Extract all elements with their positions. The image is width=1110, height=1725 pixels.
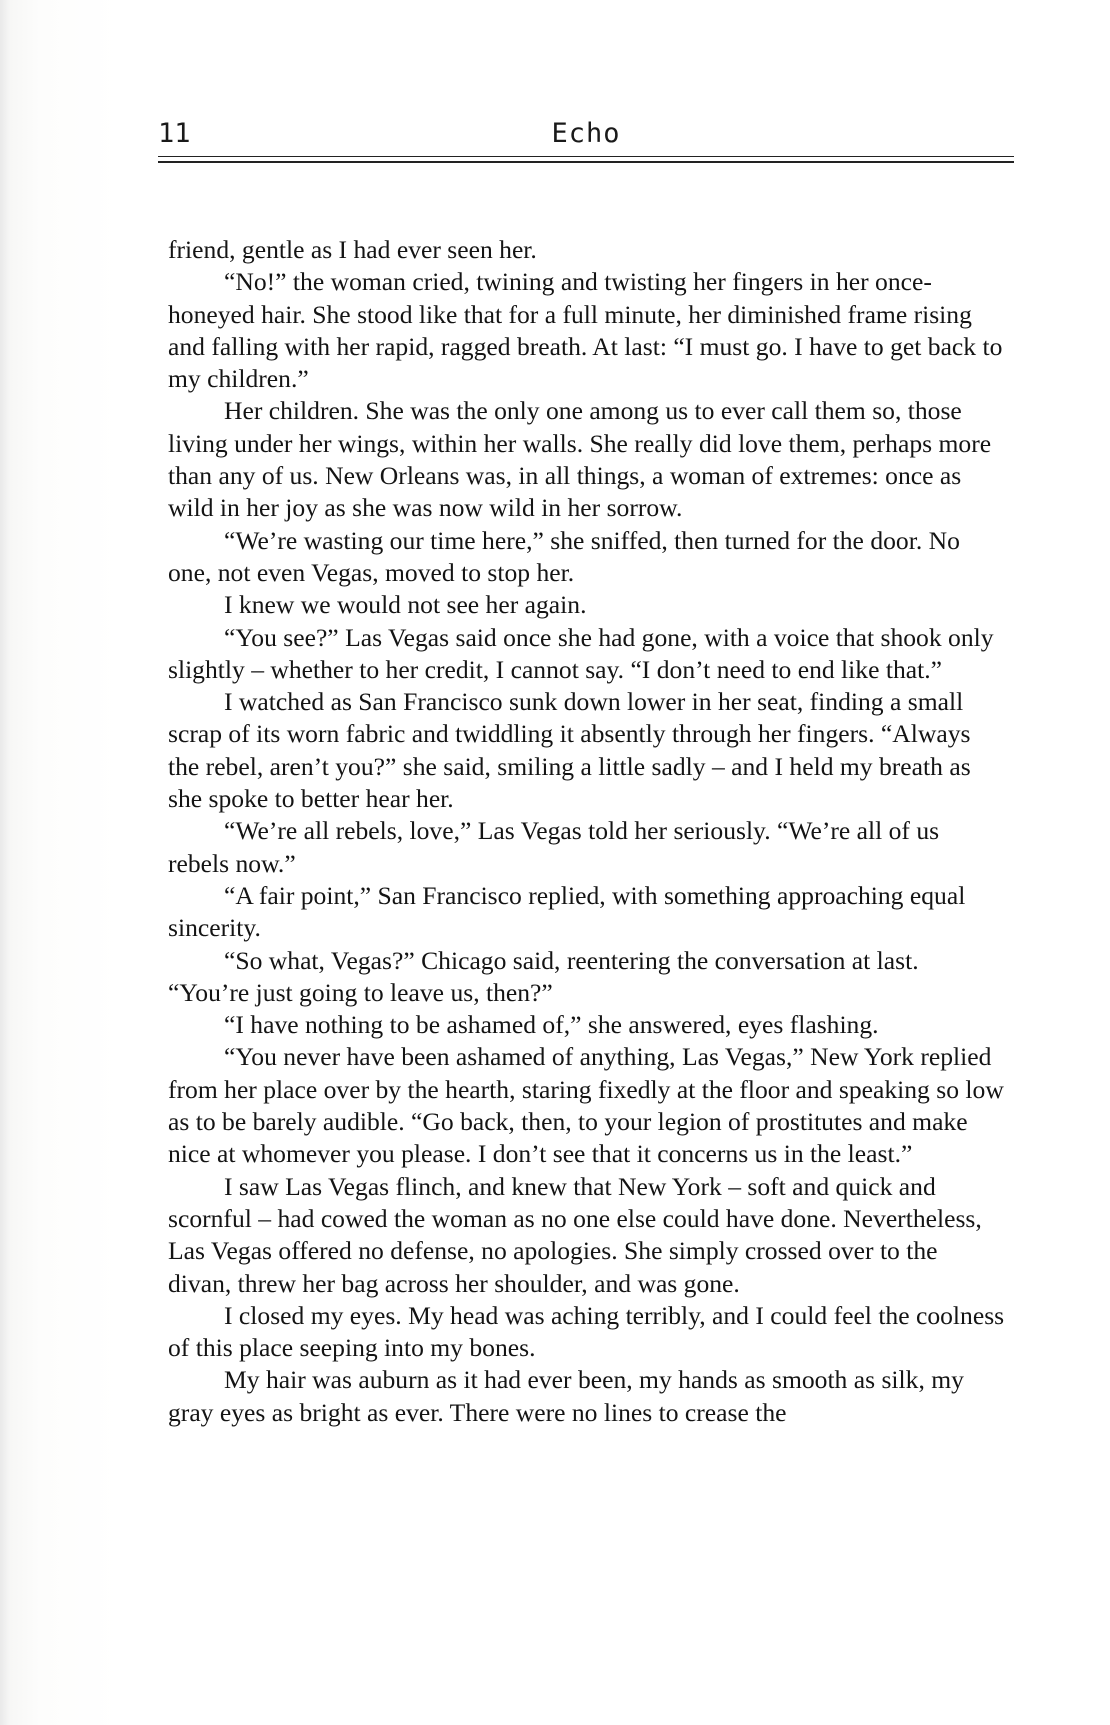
paragraph: friend, gentle as I had ever seen her.: [168, 235, 537, 264]
paragraph: “So what, Vegas?” Chicago said, reentering the conversation at last. “You’re just going to leave us, then?”: [168, 945, 919, 1007]
paragraph: “I have nothing to be ashamed of,” she answered, eyes flashing.: [224, 1010, 879, 1040]
running-title: Echo: [551, 118, 621, 149]
body-text: [168, 234, 1006, 1429]
paragraph: I watched as San Francisco sunk down lower in her seat, finding a small scrap of its worn fabric and twiddling it absently through her fingers. “Always the rebel, aren’t you?” she said, smiling a little sadly – and I held my breath as she spoke to better hear her.: [168, 687, 971, 814]
paragraph: I closed my eyes. My head was aching terribly, and I could feel the coolness of this place seeping into my bones.: [168, 1300, 1005, 1363]
paragraph: “You see?” Las Vegas said once she had gone, with a voice that shook only slightly – whether to her credit, I cannot say. “I don’t need to end like that.”: [168, 622, 994, 684]
paragraph: I knew we would not see her again.: [224, 590, 587, 620]
paragraph: “We’re wasting our time here,” she sniffed, then turned for the door. No one, not even Vegas, moved to stop her.: [168, 525, 960, 587]
paragraph: My hair was auburn as it had ever been, my hands as smooth as silk, my gray eyes as bright as ever. There were no lines to crease the: [168, 1365, 964, 1427]
paragraph: Her children. She was the only one among us to ever call them so, those living under her wings, within her walls. She really did love them, perhaps more than any of us. New Orleans was, in all things, a woman of extremes: once as wild in her joy as she was now wild in her sorrow.: [168, 396, 992, 523]
paragraph: “No!” the woman cried, twining and twisting her fingers in her once-honeyed hair. She stood like that for a full minute, her diminished frame rising and falling with her rapid, ragged breath. At last: “I must go. I have to get back to my children.”: [168, 267, 1003, 394]
paragraph: I saw Las Vegas flinch, and knew that New York – soft and quick and scornful – had cowed the woman as no one else could have done. Nevertheless, Las Vegas offered no defense, no apologies. She simply crossed over to the divan, threw her bag across her shoulder, and was gone.: [168, 1171, 982, 1298]
paragraph: “We’re all rebels, love,” Las Vegas told her seriously. “We’re all of us rebels now.”: [168, 816, 940, 878]
header-rule-thick: [158, 161, 1014, 163]
running-header: [158, 112, 1014, 152]
paragraph: “You never have been ashamed of anything, Las Vegas,” New York replied from her place over by the hearth, staring fixedly at the floor and speaking so low as to be barely audible. “Go back, then, to your legion of prostitutes and make nice at whomever you please. I don’t see that it concerns us in the least.”: [168, 1042, 1004, 1169]
header-rule-thin: [158, 156, 1014, 157]
page-number: 11: [158, 118, 191, 149]
paragraph: “A fair point,” San Francisco replied, with something approaching equal sincerity.: [168, 880, 966, 943]
